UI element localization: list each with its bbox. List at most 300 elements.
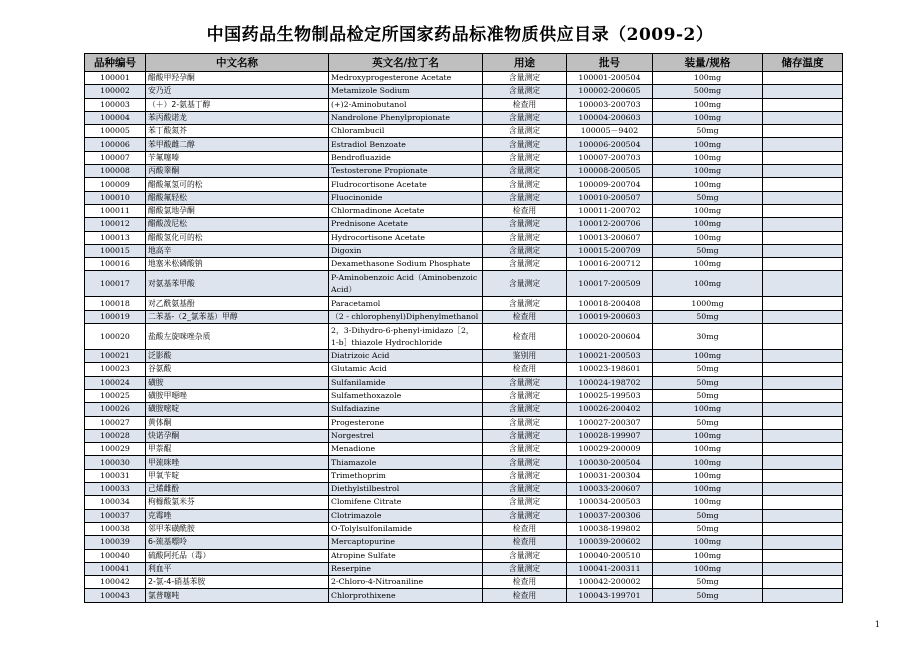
catalog-table	[84, 53, 843, 603]
cell-usage: 含量测定	[483, 429, 567, 442]
cell-usage: 含量测定	[483, 191, 567, 204]
cell-storage	[763, 389, 843, 402]
cell-batch: 100002-200605	[567, 85, 653, 98]
cell-english-name: Sulfadiazine	[329, 403, 483, 416]
table-row	[85, 178, 843, 191]
cell-batch: 100005－9402	[567, 125, 653, 138]
table-row	[85, 562, 843, 575]
cell-usage: 检查用	[483, 98, 567, 111]
cell-code: 100002	[85, 85, 146, 98]
column-header-package: 装量/规格	[653, 54, 763, 72]
cell-storage	[763, 165, 843, 178]
cell-chinese-name: 甲氧苄啶	[146, 469, 329, 482]
cell-usage: 含量测定	[483, 258, 567, 271]
cell-package: 100mg	[653, 483, 763, 496]
table-row	[85, 231, 843, 244]
cell-package: 100mg	[653, 562, 763, 575]
cell-package: 50mg	[653, 389, 763, 402]
cell-batch: 100010-200507	[567, 191, 653, 204]
cell-chinese-name: 6-巯基嘌呤	[146, 536, 329, 549]
table-row	[85, 456, 843, 469]
cell-usage: 含量测定	[483, 178, 567, 191]
cell-package: 50mg	[653, 376, 763, 389]
cell-usage: 含量测定	[483, 151, 567, 164]
cell-chinese-name: 对乙酰氨基酚	[146, 297, 329, 310]
cell-storage	[763, 85, 843, 98]
cell-chinese-name: 泛影酸	[146, 350, 329, 363]
cell-package: 500mg	[653, 85, 763, 98]
cell-code: 100042	[85, 576, 146, 589]
cell-chinese-name: （＋）2-氨基丁醇	[146, 98, 329, 111]
table-row	[85, 350, 843, 363]
cell-batch: 100030-200504	[567, 456, 653, 469]
table-row	[85, 324, 843, 350]
cell-chinese-name: 甲巯咪唑	[146, 456, 329, 469]
cell-batch: 100037-200306	[567, 509, 653, 522]
cell-code: 100001	[85, 72, 146, 85]
cell-batch: 100012-200706	[567, 218, 653, 231]
cell-english-name: Prednisone Acetate	[329, 218, 483, 231]
cell-code: 100016	[85, 258, 146, 271]
cell-code: 100040	[85, 549, 146, 562]
cell-code: 100043	[85, 589, 146, 602]
cell-code: 100041	[85, 562, 146, 575]
cell-batch: 100025-199503	[567, 389, 653, 402]
cell-usage: 含量测定	[483, 562, 567, 575]
table-row	[85, 483, 843, 496]
cell-batch: 100020-200604	[567, 324, 653, 350]
table-row	[85, 416, 843, 429]
cell-storage	[763, 509, 843, 522]
table-row	[85, 576, 843, 589]
cell-batch: 100007-200703	[567, 151, 653, 164]
cell-english-name: Menadione	[329, 443, 483, 456]
cell-package: 50mg	[653, 310, 763, 323]
cell-storage	[763, 178, 843, 191]
table-body	[85, 72, 843, 603]
cell-package: 50mg	[653, 416, 763, 429]
cell-code: 100030	[85, 456, 146, 469]
cell-english-name: Sulfanilamide	[329, 376, 483, 389]
table-row	[85, 429, 843, 442]
document-title: 中国药品生物制品检定所国家药品标准物质供应目录（2009-2）	[206, 25, 714, 45]
cell-package: 100mg	[653, 72, 763, 85]
cell-usage: 鉴别用	[483, 350, 567, 363]
table-row	[85, 85, 843, 98]
cell-chinese-name: 甲萘醌	[146, 443, 329, 456]
table-row	[85, 310, 843, 323]
cell-code: 100021	[85, 350, 146, 363]
cell-storage	[763, 297, 843, 310]
cell-usage: 含量测定	[483, 85, 567, 98]
cell-chinese-name: 安乃近	[146, 85, 329, 98]
cell-english-name: Dexamethasone Sodium Phosphate	[329, 258, 483, 271]
cell-batch: 100008-200505	[567, 165, 653, 178]
cell-chinese-name: 克霉唑	[146, 509, 329, 522]
cell-english-name: Thiamazole	[329, 456, 483, 469]
cell-english-name: Chlorambucil	[329, 125, 483, 138]
cell-storage	[763, 350, 843, 363]
cell-usage: 含量测定	[483, 456, 567, 469]
cell-code: 100026	[85, 403, 146, 416]
cell-english-name: Glutamic Acid	[329, 363, 483, 376]
column-header-english-name: 英文名/拉丁名	[329, 54, 483, 72]
cell-storage	[763, 363, 843, 376]
cell-storage	[763, 271, 843, 297]
cell-package: 50mg	[653, 363, 763, 376]
cell-chinese-name: 谷氨酸	[146, 363, 329, 376]
cell-storage	[763, 456, 843, 469]
cell-package: 100mg	[653, 536, 763, 549]
cell-code: 100020	[85, 324, 146, 350]
cell-storage	[763, 244, 843, 257]
cell-package: 100mg	[653, 178, 763, 191]
cell-package: 50mg	[653, 244, 763, 257]
cell-usage: 检查用	[483, 576, 567, 589]
cell-batch: 100006-200504	[567, 138, 653, 151]
cell-english-name: Metamizole Sodium	[329, 85, 483, 98]
cell-code: 100005	[85, 125, 146, 138]
cell-english-name: Progesterone	[329, 416, 483, 429]
table-row	[85, 244, 843, 257]
cell-code: 100017	[85, 271, 146, 297]
cell-english-name: Hydrocortisone Acetate	[329, 231, 483, 244]
cell-batch: 100023-198601	[567, 363, 653, 376]
cell-storage	[763, 522, 843, 535]
cell-code: 100024	[85, 376, 146, 389]
cell-package: 100mg	[653, 271, 763, 297]
cell-chinese-name: 对氨基苯甲酸	[146, 271, 329, 297]
table-header-row	[85, 54, 843, 72]
cell-storage	[763, 562, 843, 575]
cell-storage	[763, 310, 843, 323]
cell-usage: 含量测定	[483, 403, 567, 416]
cell-package: 50mg	[653, 509, 763, 522]
cell-batch: 100018-200408	[567, 297, 653, 310]
cell-package: 100mg	[653, 403, 763, 416]
cell-chinese-name: 2-氯-4-硝基苯胺	[146, 576, 329, 589]
table-row	[85, 443, 843, 456]
cell-batch: 100027-200307	[567, 416, 653, 429]
cell-english-name: Norgestrel	[329, 429, 483, 442]
table-row	[85, 522, 843, 535]
cell-chinese-name: 枸橼酸氯米芬	[146, 496, 329, 509]
cell-storage	[763, 138, 843, 151]
cell-batch: 100011-200702	[567, 204, 653, 217]
cell-storage	[763, 536, 843, 549]
cell-batch: 100019-200603	[567, 310, 653, 323]
table-row	[85, 138, 843, 151]
cell-storage	[763, 111, 843, 124]
cell-code: 100019	[85, 310, 146, 323]
cell-chinese-name: 丙酸睾酮	[146, 165, 329, 178]
cell-storage	[763, 589, 843, 602]
cell-chinese-name: 盐酸左旋咪唑杂质	[146, 324, 329, 350]
table-row	[85, 589, 843, 602]
cell-chinese-name: 醋酸泼尼松	[146, 218, 329, 231]
cell-usage: 含量测定	[483, 72, 567, 85]
table-row	[85, 376, 843, 389]
table-row	[85, 469, 843, 482]
column-header-storage: 储存温度	[763, 54, 843, 72]
cell-batch: 100034-200503	[567, 496, 653, 509]
column-header-usage: 用途	[483, 54, 567, 72]
cell-chinese-name: 地高辛	[146, 244, 329, 257]
cell-chinese-name: 磺胺嘧啶	[146, 403, 329, 416]
cell-usage: 含量测定	[483, 111, 567, 124]
cell-usage: 含量测定	[483, 509, 567, 522]
cell-batch: 100015-200709	[567, 244, 653, 257]
cell-chinese-name: 炔诺孕酮	[146, 429, 329, 442]
cell-usage: 检查用	[483, 324, 567, 350]
cell-storage	[763, 204, 843, 217]
cell-usage: 含量测定	[483, 125, 567, 138]
cell-code: 100033	[85, 483, 146, 496]
column-header-code: 品种编号	[85, 54, 146, 72]
cell-package: 100mg	[653, 204, 763, 217]
cell-english-name: Bendrofluazide	[329, 151, 483, 164]
cell-batch: 100013-200607	[567, 231, 653, 244]
cell-english-name: Medroxyprogesterone Acetate	[329, 72, 483, 85]
cell-chinese-name: 己烯雌酚	[146, 483, 329, 496]
cell-usage: 含量测定	[483, 416, 567, 429]
cell-chinese-name: 醋酸氟氢可的松	[146, 178, 329, 191]
cell-batch: 100042-200002	[567, 576, 653, 589]
cell-chinese-name: 地塞米松磷酸钠	[146, 258, 329, 271]
cell-code: 100039	[85, 536, 146, 549]
cell-package: 100mg	[653, 429, 763, 442]
cell-storage	[763, 191, 843, 204]
cell-batch: 100031-200304	[567, 469, 653, 482]
cell-batch: 100041-200311	[567, 562, 653, 575]
cell-code: 100029	[85, 443, 146, 456]
cell-storage	[763, 72, 843, 85]
cell-usage: 检查用	[483, 310, 567, 323]
cell-batch: 100026-200402	[567, 403, 653, 416]
cell-usage: 检查用	[483, 363, 567, 376]
cell-code: 100018	[85, 297, 146, 310]
cell-code: 100027	[85, 416, 146, 429]
cell-english-name: Reserpine	[329, 562, 483, 575]
cell-code: 100031	[85, 469, 146, 482]
cell-batch: 100024-198702	[567, 376, 653, 389]
cell-batch: 100038-199802	[567, 522, 653, 535]
cell-package: 100mg	[653, 443, 763, 456]
cell-english-name: 2-Chloro-4-Nitroaniline	[329, 576, 483, 589]
cell-batch: 100001-200504	[567, 72, 653, 85]
cell-code: 100009	[85, 178, 146, 191]
cell-chinese-name: 苯丙酸诺龙	[146, 111, 329, 124]
cell-code: 100034	[85, 496, 146, 509]
cell-english-name: Fluocinonide	[329, 191, 483, 204]
cell-storage	[763, 403, 843, 416]
table-row	[85, 125, 843, 138]
table-row	[85, 191, 843, 204]
cell-code: 100012	[85, 218, 146, 231]
cell-usage: 含量测定	[483, 443, 567, 456]
cell-storage	[763, 483, 843, 496]
cell-code: 100006	[85, 138, 146, 151]
cell-batch: 100009-200704	[567, 178, 653, 191]
cell-code: 100011	[85, 204, 146, 217]
cell-package: 50mg	[653, 191, 763, 204]
cell-batch: 100017-200509	[567, 271, 653, 297]
cell-package: 50mg	[653, 522, 763, 535]
cell-english-name: Clomifene Citrate	[329, 496, 483, 509]
cell-chinese-name: 氯普噻吨	[146, 589, 329, 602]
cell-usage: 含量测定	[483, 483, 567, 496]
cell-package: 100mg	[653, 138, 763, 151]
table-row	[85, 297, 843, 310]
cell-usage: 含量测定	[483, 165, 567, 178]
cell-english-name: Digoxin	[329, 244, 483, 257]
cell-storage	[763, 258, 843, 271]
cell-package: 100mg	[653, 165, 763, 178]
cell-package: 100mg	[653, 151, 763, 164]
cell-chinese-name: 磺胺甲噁唑	[146, 389, 329, 402]
cell-package: 50mg	[653, 589, 763, 602]
cell-batch: 100016-200712	[567, 258, 653, 271]
cell-package: 50mg	[653, 576, 763, 589]
cell-package: 100mg	[653, 111, 763, 124]
table-row	[85, 151, 843, 164]
cell-batch: 100033-200607	[567, 483, 653, 496]
table-row	[85, 509, 843, 522]
cell-package: 100mg	[653, 98, 763, 111]
cell-english-name: Atropine Sulfate	[329, 549, 483, 562]
cell-english-name: Mercaptopurine	[329, 536, 483, 549]
cell-code: 100008	[85, 165, 146, 178]
cell-english-name: Estradiol Benzoate	[329, 138, 483, 151]
cell-code: 100015	[85, 244, 146, 257]
cell-chinese-name: 二苯基-（2_氯苯基）甲醇	[146, 310, 329, 323]
cell-usage: 含量测定	[483, 469, 567, 482]
table-row	[85, 218, 843, 231]
cell-english-name: Paracetamol	[329, 297, 483, 310]
cell-storage	[763, 151, 843, 164]
cell-storage	[763, 576, 843, 589]
cell-chinese-name: 黄体酮	[146, 416, 329, 429]
cell-storage	[763, 98, 843, 111]
cell-english-name: Fludrocortisone Acetate	[329, 178, 483, 191]
cell-chinese-name: 苯甲酸雌二醇	[146, 138, 329, 151]
page-number: 1	[874, 620, 880, 629]
table-row	[85, 98, 843, 111]
cell-chinese-name: 醋酸氯地孕酮	[146, 204, 329, 217]
cell-code: 100007	[85, 151, 146, 164]
cell-storage	[763, 218, 843, 231]
cell-batch: 100029-200009	[567, 443, 653, 456]
cell-usage: 含量测定	[483, 297, 567, 310]
cell-package: 100mg	[653, 218, 763, 231]
cell-package: 50mg	[653, 125, 763, 138]
cell-code: 100037	[85, 509, 146, 522]
table-row	[85, 258, 843, 271]
cell-chinese-name: 醋酸氟轻松	[146, 191, 329, 204]
cell-chinese-name: 利血平	[146, 562, 329, 575]
cell-english-name: Clotrimazole	[329, 509, 483, 522]
cell-english-name: 2，3-Dihydro-6-phenyl-imidazo［2，1-b］thiazole Hydrochloride	[329, 324, 483, 350]
cell-storage	[763, 443, 843, 456]
cell-usage: 含量测定	[483, 138, 567, 151]
cell-storage	[763, 125, 843, 138]
cell-batch: 100021-200503	[567, 350, 653, 363]
cell-storage	[763, 416, 843, 429]
cell-code: 100003	[85, 98, 146, 111]
cell-batch: 100004-200603	[567, 111, 653, 124]
cell-chinese-name: 磺胺	[146, 376, 329, 389]
cell-chinese-name: 醋酸甲羟孕酮	[146, 72, 329, 85]
cell-package: 1000mg	[653, 297, 763, 310]
table-row	[85, 111, 843, 124]
cell-storage	[763, 324, 843, 350]
cell-storage	[763, 429, 843, 442]
cell-usage: 含量测定	[483, 244, 567, 257]
cell-english-name: Sulfamethoxazole	[329, 389, 483, 402]
cell-chinese-name: 邻甲苯磺酰胺	[146, 522, 329, 535]
cell-package: 100mg	[653, 258, 763, 271]
cell-english-name: Testosterone Propionate	[329, 165, 483, 178]
table-row	[85, 165, 843, 178]
cell-package: 100mg	[653, 350, 763, 363]
cell-code: 100028	[85, 429, 146, 442]
cell-package: 100mg	[653, 549, 763, 562]
table-row	[85, 536, 843, 549]
cell-usage: 检查用	[483, 522, 567, 535]
column-header-batch: 批号	[567, 54, 653, 72]
table-row	[85, 496, 843, 509]
cell-english-name: Diethylstilbestrol	[329, 483, 483, 496]
table-row	[85, 72, 843, 85]
cell-batch: 100028-199907	[567, 429, 653, 442]
cell-chinese-name: 苯丁酸氮芥	[146, 125, 329, 138]
cell-english-name: O-Tolylsulfonilamide	[329, 522, 483, 535]
cell-usage: 含量测定	[483, 231, 567, 244]
cell-batch: 100043-199701	[567, 589, 653, 602]
cell-code: 100004	[85, 111, 146, 124]
cell-chinese-name: 硫酸阿托品（毒）	[146, 549, 329, 562]
table-row	[85, 204, 843, 217]
cell-code: 100013	[85, 231, 146, 244]
cell-chinese-name: 苄氟噻嗪	[146, 151, 329, 164]
cell-usage: 含量测定	[483, 271, 567, 297]
cell-batch: 100039-200602	[567, 536, 653, 549]
cell-code: 100038	[85, 522, 146, 535]
cell-package: 30mg	[653, 324, 763, 350]
cell-storage	[763, 376, 843, 389]
cell-english-name: Chlorprothixene	[329, 589, 483, 602]
cell-english-name: Nandrolone Phenylpropionate	[329, 111, 483, 124]
cell-usage: 检查用	[483, 204, 567, 217]
cell-english-name: Diatrizoic Acid	[329, 350, 483, 363]
cell-usage: 含量测定	[483, 549, 567, 562]
cell-code: 100023	[85, 363, 146, 376]
cell-storage	[763, 469, 843, 482]
cell-chinese-name: 醋酸氢化可的松	[146, 231, 329, 244]
cell-code: 100010	[85, 191, 146, 204]
column-header-chinese-name: 中文名称	[146, 54, 329, 72]
cell-code: 100025	[85, 389, 146, 402]
table-row	[85, 549, 843, 562]
cell-usage: 检查用	[483, 589, 567, 602]
cell-usage: 检查用	[483, 536, 567, 549]
cell-english-name: Trimethoprim	[329, 469, 483, 482]
cell-batch: 100003-200703	[567, 98, 653, 111]
table-row	[85, 389, 843, 402]
cell-english-name: P-Aminobenzoic Acid（Aminobenzoic Acid）	[329, 271, 483, 297]
cell-english-name: (+)2-Aminobutanol	[329, 98, 483, 111]
table-row	[85, 271, 843, 297]
